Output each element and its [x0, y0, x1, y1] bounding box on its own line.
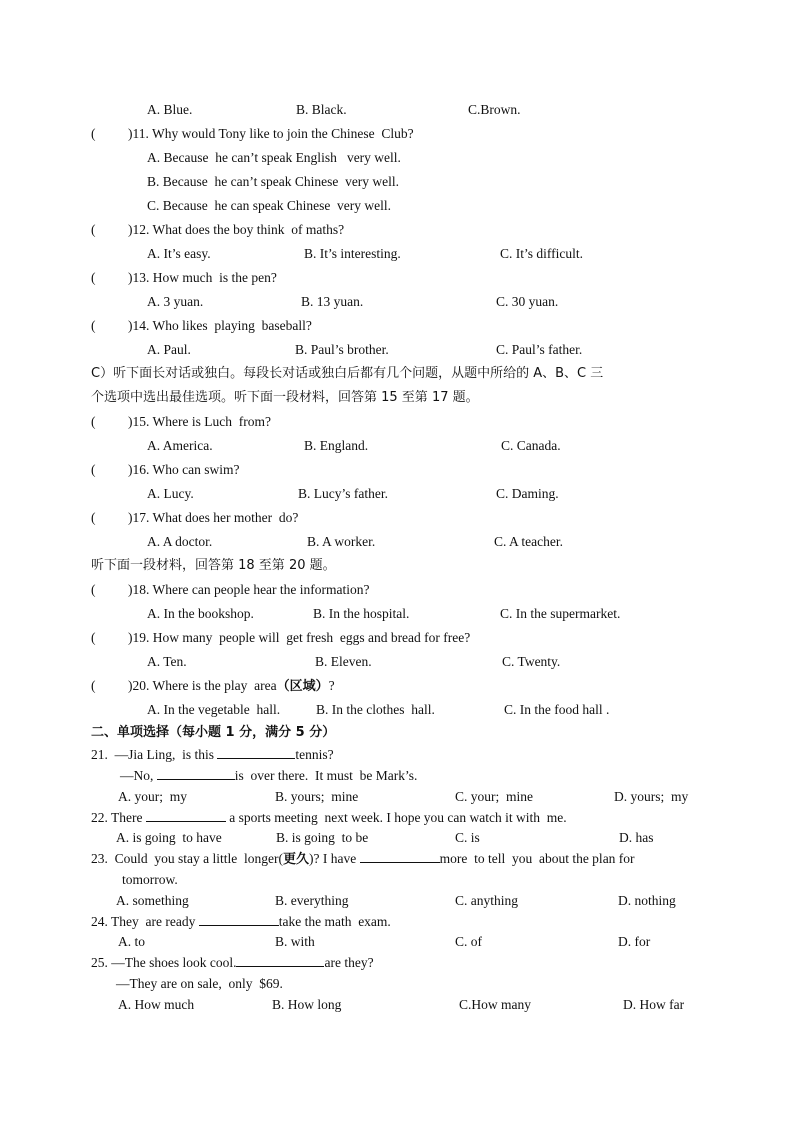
q13-option-b: B. 13 yuan.: [301, 294, 364, 309]
q21-line1: [91, 746, 334, 764]
q25-line2: —They are on sale, only $69.: [116, 976, 283, 991]
q24-line1: [91, 913, 391, 931]
q14-stem: )14. Who likes playing baseball?: [128, 318, 312, 333]
q18-option-b: B. In the hospital.: [313, 606, 410, 621]
q10-option-c: C.Brown.: [468, 102, 521, 117]
q13-option-c: C. 30 yuan.: [496, 294, 559, 309]
q22-blank: [146, 809, 226, 822]
q12-stem: )12. What does the boy think of maths?: [128, 222, 345, 237]
q10-option-a: A. Blue.: [147, 102, 193, 117]
q25-line1-end: are they?: [324, 955, 374, 970]
q14-answer-paren: (: [91, 318, 96, 333]
q15-stem: )15. Where is Luch from?: [128, 414, 271, 429]
q19-answer-paren: (: [91, 630, 96, 645]
q21-option-c: C. your; mine: [455, 789, 533, 804]
q22-option-a: A. is going to have: [116, 830, 222, 845]
q13-option-a: A. 3 yuan.: [147, 294, 204, 309]
part2-instruction: 听下面一段材料，回答第 18 至第 20 题。: [91, 558, 336, 573]
q20-option-c: C. In the food hall .: [504, 702, 610, 717]
q25-option-d: D. How far: [623, 997, 685, 1012]
q22-line1-end: a sports meeting next week. I hope you can watch it with me.: [225, 810, 567, 825]
q16-option-a: A. Lucy.: [147, 486, 194, 501]
q14-option-a: A. Paul.: [147, 342, 191, 357]
q12-option-c: C. It’s difficult.: [500, 246, 583, 261]
q24-option-a: A. to: [118, 934, 145, 949]
q24-option-c: C. of: [455, 934, 482, 949]
grammar-section-heading: 二、单项选择（每小题 1 分，满分 5 分）: [91, 725, 336, 740]
q23-line2: tomorrow.: [122, 872, 178, 887]
q20-option-a: A. In the vegetable hall.: [147, 702, 281, 717]
q20-stem-text: )20. Where is the play area: [128, 678, 277, 693]
q21-line1-start: 21. —Jia Ling, is this: [91, 747, 218, 762]
q21-line2: [120, 767, 417, 785]
q21-option-d: D. yours; my: [614, 789, 689, 804]
q23-option-b: B. everything: [275, 893, 349, 908]
q23-blank: [360, 850, 440, 863]
q17-option-c: C. A teacher.: [494, 534, 563, 549]
q18-answer-paren: (: [91, 582, 96, 597]
q25-option-b: B. How long: [272, 997, 342, 1012]
q14-option-b: B. Paul’s brother.: [295, 342, 389, 357]
q24-option-b: B. with: [275, 934, 315, 949]
q15-answer-paren: (: [91, 414, 96, 429]
q15-option-b: B. England.: [304, 438, 369, 453]
q14-option-c: C. Paul’s father.: [496, 342, 583, 357]
q18-stem: )18. Where can people hear the information?: [128, 582, 370, 597]
q16-option-b: B. Lucy’s father.: [298, 486, 388, 501]
q12-answer-paren: (: [91, 222, 96, 237]
q11-option-a: A. Because he can’t speak English very well.: [147, 150, 401, 165]
q21-blank-2: [157, 767, 235, 780]
q22-line1: [91, 809, 567, 827]
q24-line1-start: 24. They are ready: [91, 914, 199, 929]
q22-option-b: B. is going to be: [276, 830, 369, 845]
q20-option-b: B. In the clothes hall.: [316, 702, 435, 717]
q11-option-b: B. Because he can’t speak Chinese very well.: [147, 174, 400, 189]
q21-line2-end: is over there. It must be Mark’s.: [234, 768, 418, 783]
q18-option-c: C. In the supermarket.: [500, 606, 621, 621]
q23-gloss: 更久: [282, 852, 309, 867]
q24-blank: [199, 913, 279, 926]
q23-line1-mid: )? I have: [309, 851, 360, 866]
q19-stem: )19. How many people will get fresh eggs and bread for free?: [128, 630, 471, 645]
q20-stem-end: ?: [328, 678, 335, 693]
q16-answer-paren: (: [91, 462, 96, 477]
q23-line1-end: more to tell you about the plan for: [439, 851, 635, 866]
q25-line1: [91, 954, 374, 972]
q25-option-c: C.How many: [459, 997, 531, 1012]
q22-line1-start: 22. There: [91, 810, 146, 825]
q22-option-d: D. has: [619, 830, 654, 845]
q22-option-c: C. is: [455, 830, 480, 845]
q19-option-c: C. Twenty.: [502, 654, 561, 669]
q12-option-a: A. It’s easy.: [147, 246, 211, 261]
q11-option-c: C. Because he can speak Chinese very well.: [147, 198, 392, 213]
q20-stem: [128, 677, 335, 696]
q13-stem: )13. How much is the pen?: [128, 270, 277, 285]
q25-option-a: A. How much: [118, 997, 195, 1012]
q12-option-b: B. It’s interesting.: [304, 246, 401, 261]
q21-blank-1: [217, 746, 295, 759]
q15-option-c: C. Canada.: [501, 438, 561, 453]
q25-blank: [236, 954, 324, 967]
q23-line1: [91, 850, 635, 869]
q16-option-c: C. Daming.: [496, 486, 559, 501]
q17-answer-paren: (: [91, 510, 96, 525]
q19-option-b: B. Eleven.: [315, 654, 372, 669]
q21-option-a: A. your; my: [118, 789, 187, 804]
q17-option-a: A. A doctor.: [147, 534, 213, 549]
q24-option-d: D. for: [618, 934, 651, 949]
q24-line1-end: take the math exam.: [278, 914, 391, 929]
q21-line1-end: tennis?: [295, 747, 334, 762]
q10-option-b: B. Black.: [296, 102, 347, 117]
q15-option-a: A. America.: [147, 438, 213, 453]
q23-line1-start: 23. Could you stay a little longer(: [91, 851, 283, 866]
q25-line1-start: 25. —The shoes look cool.: [91, 955, 237, 970]
q18-option-a: A. In the bookshop.: [147, 606, 254, 621]
q11-answer-paren: (: [91, 126, 96, 141]
q17-stem: )17. What does her mother do?: [128, 510, 299, 525]
q23-option-d: D. nothing: [618, 893, 676, 908]
q17-option-b: B. A worker.: [307, 534, 376, 549]
q23-option-a: A. something: [116, 893, 189, 908]
q23-option-c: C. anything: [455, 893, 518, 908]
q20-answer-paren: (: [91, 678, 96, 693]
section-c-instruction-line2: 个选项中选出最佳选项。听下面一段材料，回答第 15 至第 17 题。: [91, 390, 479, 405]
section-c-instruction-line1: C）听下面长对话或独白。每段长对话或独白后都有几个问题，从题中所给的 A、B、C 三: [91, 366, 604, 381]
q11-stem: )11. Why would Tony like to join the Chinese Club?: [128, 126, 414, 141]
q21-line2-start: —No,: [120, 768, 157, 783]
q21-option-b: B. yours; mine: [275, 789, 359, 804]
q19-option-a: A. Ten.: [147, 654, 187, 669]
q20-stem-gloss: （区域）: [276, 679, 329, 694]
q13-answer-paren: (: [91, 270, 96, 285]
q16-stem: )16. Who can swim?: [128, 462, 240, 477]
